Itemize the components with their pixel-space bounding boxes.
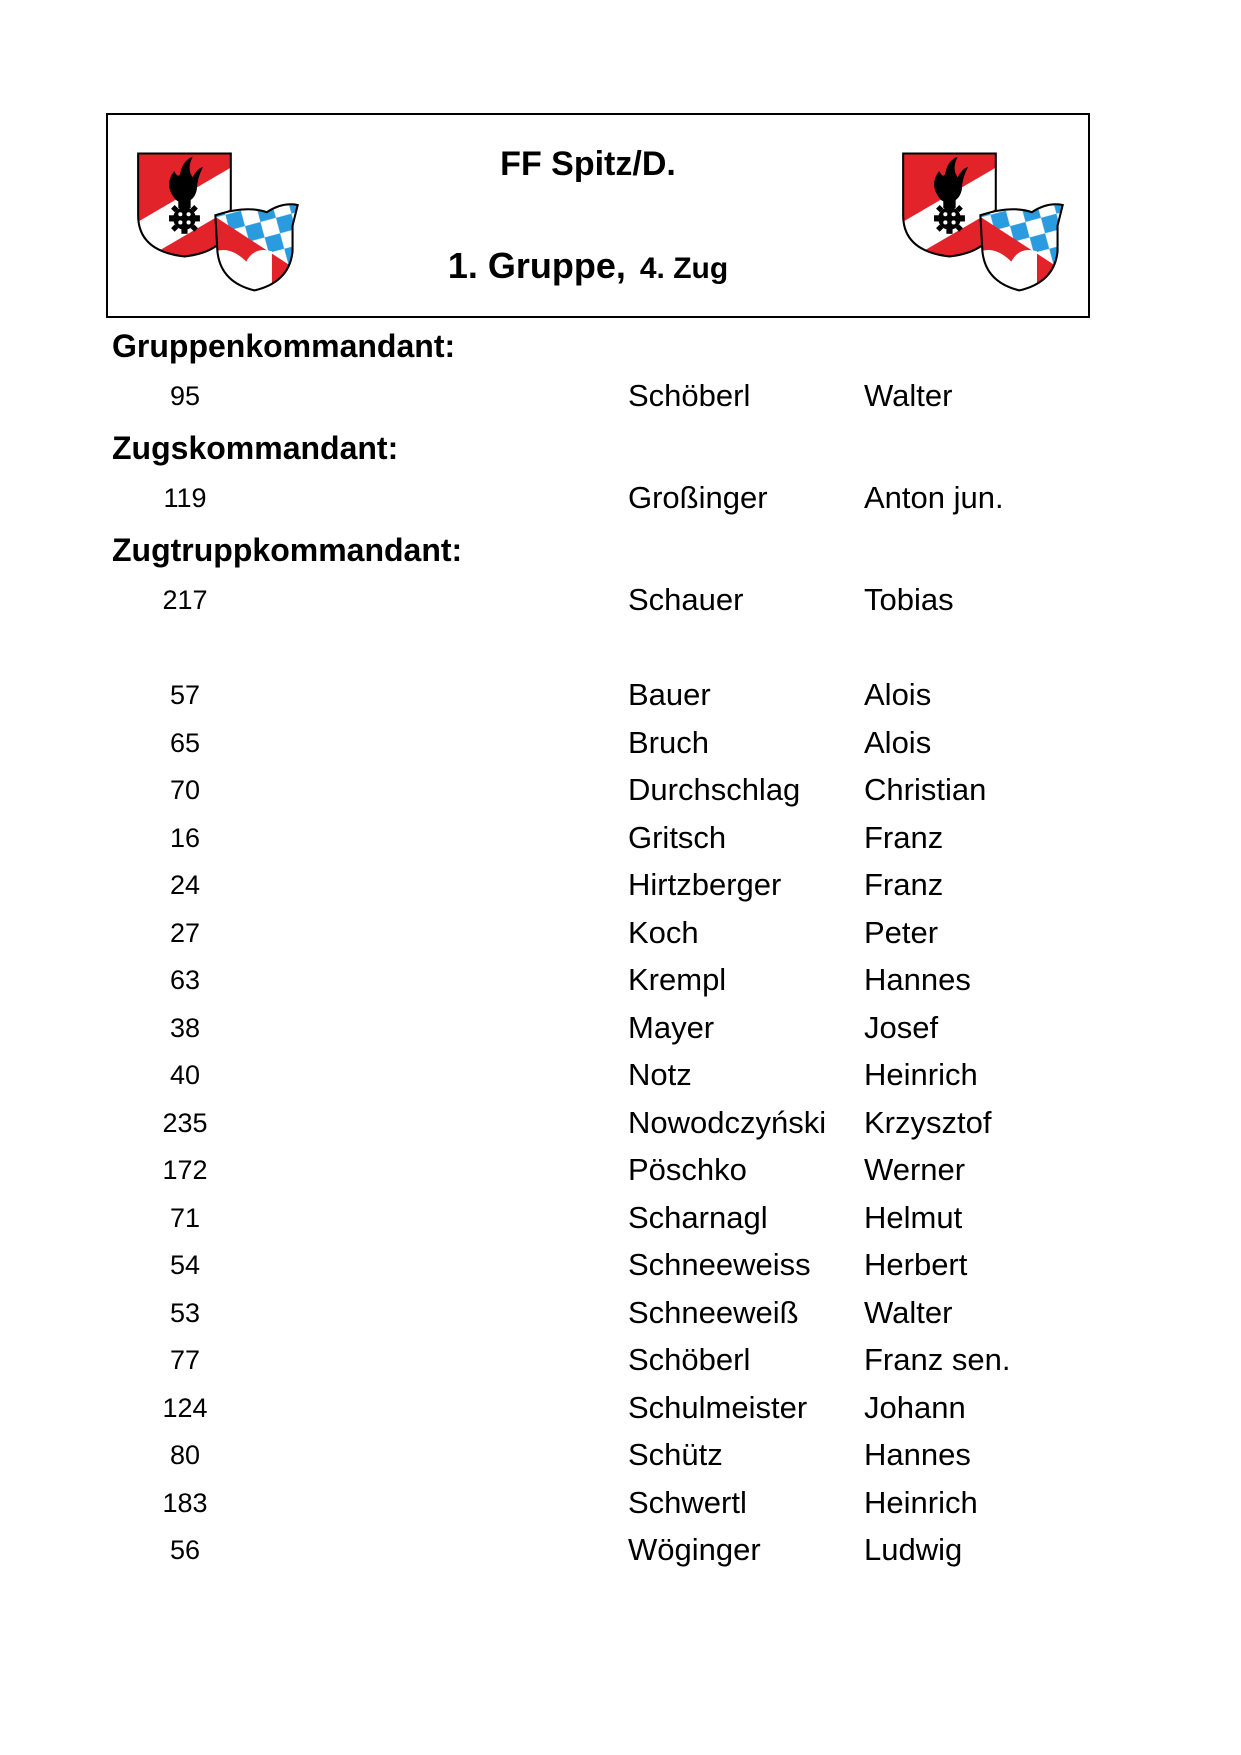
member-number: 16 <box>169 822 201 853</box>
member-number: 119 <box>163 483 207 513</box>
member-number: 235 <box>162 1107 208 1138</box>
member-last-name: Schütz <box>628 1437 723 1472</box>
member-row <box>0 1057 1241 1097</box>
member-row <box>0 1152 1241 1192</box>
member-number: 24 <box>169 870 201 900</box>
member-last-name: Bruch <box>628 724 709 760</box>
member-last-name: Nowodczyński <box>628 1104 827 1140</box>
page-title: FF Spitz/D. <box>500 145 676 183</box>
member-last-name: Schöberl <box>628 1342 751 1377</box>
header-box <box>106 113 1090 318</box>
group-label: 1. Gruppe, <box>447 245 626 286</box>
member-number: 53 <box>169 1297 201 1328</box>
member-number: 27 <box>169 917 201 948</box>
member-number: 217 <box>162 585 208 615</box>
member-last-name: Wöginger <box>628 1532 761 1567</box>
member-number: 54 <box>169 1250 201 1280</box>
member-row <box>0 1342 1241 1382</box>
member-number: 70 <box>169 775 201 805</box>
member-last-name: Schneeweiss <box>628 1247 811 1282</box>
member-row <box>0 1105 1241 1145</box>
member-last-name: Durchschlag <box>628 772 801 807</box>
member-first-name: Josef <box>864 1009 939 1045</box>
member-row <box>0 1532 1241 1572</box>
member-last-name: Großinger <box>628 480 768 515</box>
member-first-name: Tobias <box>864 582 954 617</box>
member-row <box>0 725 1241 765</box>
member-last-name: Krempl <box>628 962 727 997</box>
member-number: 57 <box>169 680 201 710</box>
member-last-name: Notz <box>628 1057 692 1092</box>
gruppenkommandant-row <box>0 378 1241 418</box>
member-row <box>0 1247 1241 1287</box>
member-first-name: Franz <box>864 819 944 855</box>
member-row <box>0 867 1241 907</box>
member-first-name: Ludwig <box>864 1532 963 1567</box>
member-last-name: Schöberl <box>628 378 751 413</box>
member-first-name: Hannes <box>864 1437 971 1472</box>
member-row <box>0 820 1241 860</box>
member-last-name: Pöschko <box>628 1152 747 1187</box>
member-row <box>0 1295 1241 1335</box>
member-first-name: Christian <box>864 772 987 807</box>
member-first-name: Anton jun. <box>864 480 1004 515</box>
member-last-name: Scharnagl <box>628 1199 768 1235</box>
member-row <box>0 772 1241 812</box>
section-zugtruppkommandant-label: Zugtruppkommandant: <box>112 532 463 568</box>
member-first-name: Alois <box>864 677 932 712</box>
member-first-name: Franz <box>864 867 944 902</box>
member-row <box>0 1437 1241 1477</box>
member-first-name: Hannes <box>864 962 971 997</box>
member-first-name: Werner <box>864 1152 966 1187</box>
member-number: 77 <box>169 1345 201 1375</box>
member-last-name: Gritsch <box>628 819 727 855</box>
member-first-name: Johann <box>864 1389 966 1425</box>
member-last-name: Bauer <box>628 677 711 712</box>
member-first-name: Herbert <box>864 1247 968 1282</box>
member-number: 65 <box>169 727 201 758</box>
zugtruppkommandant-row <box>0 582 1241 622</box>
member-first-name: Peter <box>864 914 939 950</box>
member-first-name: Krzysztof <box>864 1104 992 1140</box>
member-number: 172 <box>162 1155 208 1185</box>
crest-right-icon <box>898 148 1073 298</box>
member-last-name: Schwertl <box>628 1484 747 1520</box>
member-first-name: Helmut <box>864 1199 963 1235</box>
member-first-name: Walter <box>864 1294 953 1330</box>
member-row <box>0 1010 1241 1050</box>
member-last-name: Mayer <box>628 1009 715 1045</box>
member-number: 38 <box>169 1012 201 1043</box>
member-row <box>0 962 1241 1002</box>
member-last-name: Hirtzberger <box>628 867 782 902</box>
member-number: 124 <box>162 1392 208 1423</box>
member-row <box>0 677 1241 717</box>
member-number: 56 <box>169 1535 201 1565</box>
member-last-name: Schulmeister <box>628 1389 808 1425</box>
member-last-name: Schneeweiß <box>628 1294 799 1330</box>
member-row <box>0 1390 1241 1430</box>
member-row <box>0 1200 1241 1240</box>
member-first-name: Alois <box>864 724 932 760</box>
member-number: 63 <box>169 965 201 995</box>
member-last-name: Schauer <box>628 582 744 617</box>
member-last-name: Koch <box>628 914 699 950</box>
member-number: 80 <box>169 1440 201 1470</box>
zug-label: 4. Zug <box>639 252 729 285</box>
member-first-name: Franz sen. <box>864 1342 1011 1377</box>
member-first-name: Heinrich <box>864 1484 978 1520</box>
member-row <box>0 1485 1241 1525</box>
member-number: 95 <box>169 381 201 411</box>
member-number: 183 <box>162 1487 208 1518</box>
member-first-name: Walter <box>864 378 953 413</box>
section-gruppenkommandant-label: Gruppenkommandant: <box>112 328 456 364</box>
section-zugskommandant-label: Zugskommandant: <box>112 430 399 466</box>
member-number: 40 <box>169 1060 201 1090</box>
zugskommandant-row <box>0 480 1241 520</box>
member-first-name: Heinrich <box>864 1057 978 1092</box>
member-row <box>0 915 1241 955</box>
member-number: 71 <box>169 1202 201 1233</box>
